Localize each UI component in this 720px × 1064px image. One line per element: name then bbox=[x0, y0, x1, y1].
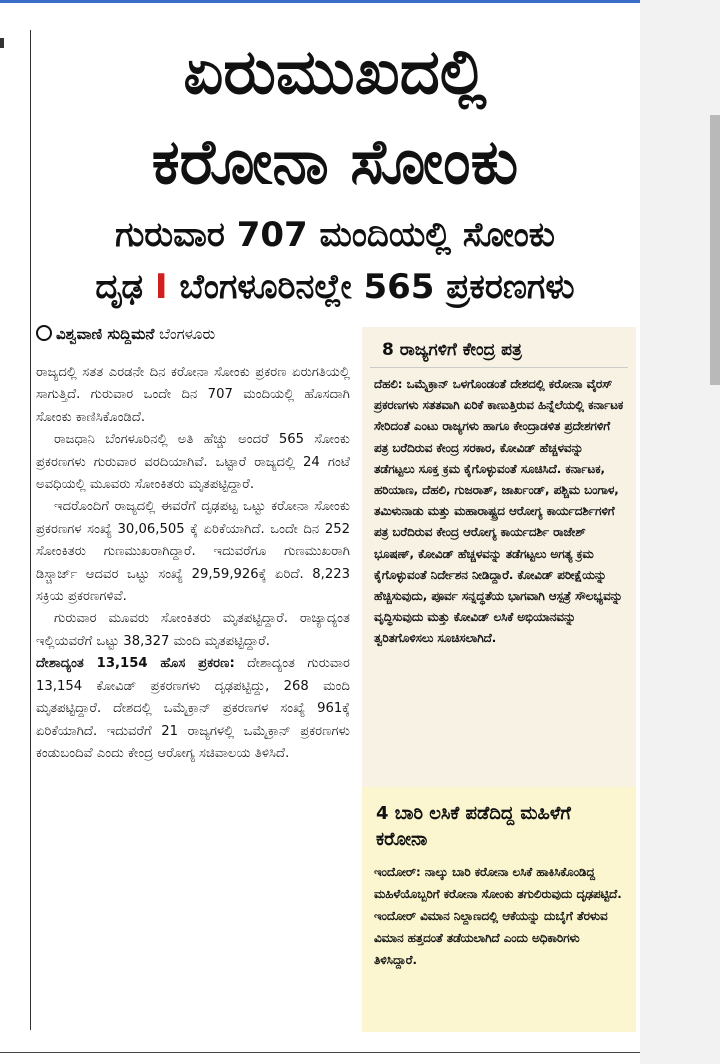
sidebar-box-vaccine-woman bbox=[362, 787, 636, 1032]
box-body: ದೆಹಲಿ: ಒಮೈಕ್ರಾನ್ ಒಳಗೊಂಡಂತೆ ದೇಶದಲ್ಲಿ ಕರೋನಾ ವೈರಸ್ ಪ್ರಕರಣಗಳು ಸತತವಾಗಿ ಏರಿಕೆ ಕಾಣುತ್ತಿರುವ ಹಿನ್ನೆಲೆಯಲ್ಲಿ ಕರ್ನಾಟಕ ಸೇರಿದಂತೆ ಎಂಟು ರಾಜ್ಯಗಳು ಹಾಗೂ ಕೇಂದ್ರಾಡಳಿತ ಪ್ರದೇಶಗಳಿಗೆ ಪತ್ರ ಬರೆದಿರುವ ಕೇಂದ್ರ ಸರಕಾರ, ಕೋವಿಡ್ ಹೆಚ್ಚಳವನ್ನು ತಡೆಗಟ್ಟಲು ಸೂಕ್ತ ಕ್ರಮ ಕೈಗೊಳ್ಳುವಂತೆ ಸೂಚಿಸಿದೆ. ಕರ್ನಾಟಕ, ಹರಿಯಾಣ, ದೆಹಲಿ, ಗುಜರಾತ್, ಜಾರ್ಖಂಡ್, ಪಶ್ಚಿಮ ಬಂಗಾಳ, ತಮಿಳುನಾಡು ಮತ್ತು ಮಹಾರಾಷ್ಟ್ರದ ಆರೋಗ್ಯ ಕಾರ್ಯದರ್ಶಿಗಳಿಗೆ ಪತ್ರ ಬರೆದಿರುವ ಕೇಂದ್ರ ಆರೋಗ್ಯ ಕಾರ್ಯದರ್ಶಿ ರಾಜೇಶ್ ಭೂಷಣ್, ಕೋವಿಡ್ ಹೆಚ್ಚಳವನ್ನು ತಡೆಗಟ್ಟಲು ಅಗತ್ಯ ಕ್ರಮ ಕೈಗೊಳ್ಳುವಂತೆ ನಿರ್ದೇಶನ ನೀಡಿದ್ದಾರೆ. ಕೋವಿಡ್ ಪರೀಕ್ಷೆಯನ್ನು ಹೆಚ್ಚಿಸುವುದು, ಪೂರ್ವ ಸನ್ನದ್ಧತೆಯ ಭಾಗವಾಗಿ ಆಸ್ಪತ್ರೆ ಸೌಲಭ್ಯವನ್ನು ವೃದ್ಧಿಸುವುದು ಮತ್ತು ಕೋವಿಡ್ ಲಸಿಕೆ ಅಭಿಯಾನವನ್ನು ತ್ವರಿತಗೊಳಿಸಲು ಸೂಚಿಸಲಾಗಿದೆ. bbox=[374, 377, 624, 646]
sidebar-box-central-letter bbox=[362, 327, 636, 787]
left-edge-mark bbox=[0, 38, 4, 48]
byline bbox=[36, 322, 215, 346]
article-paragraph-5 bbox=[36, 653, 350, 765]
subheadline-line-1: ಗುರುವಾರ 707 ಮಂದಿಯಲ್ಲಿ ಸೋಂಕು bbox=[115, 215, 555, 255]
byline-place: ಬೆಂಗಳೂರು bbox=[159, 325, 216, 343]
headline-line-1: ಏರುಮುಖದಲ್ಲಿ bbox=[183, 35, 487, 108]
subheadline-part-b: ಬೆಂಗಳೂರಿನಲ್ಲೇ 565 ಪ್ರಕರಣಗಳು bbox=[179, 267, 575, 307]
page-edge-margin bbox=[640, 0, 720, 1064]
box-body: ಇಂದೋರ್: ನಾಲ್ಕು ಬಾರಿ ಕರೋನಾ ಲಸಿಕೆ ಹಾಕಿಸಿಕೊಂಡಿದ್ದ ಮಹಿಳೆಯೊಬ್ಬರಿಗೆ ಕರೋನಾ ಸೋಂಕು ತಗುಲಿರುವುದು ದೃಢಪಟ್ಟಿದೆ. ಇಂದೋರ್ ವಿಮಾನ ನಿಲ್ದಾಣದಲ್ಲಿ ಆಕೆಯನ್ನು ದುಬೈಗೆ ತೆರಳುವ ವಿಮಾನ ಹತ್ತದಂತೆ ತಡೆಯಲಾಗಿದೆ ಎಂದು ಅಧಿಕಾರಿಗಳು ತಿಳಿಸಿದ್ದಾರೆ. bbox=[374, 865, 622, 967]
article-body bbox=[36, 362, 350, 1042]
article-paragraph-1: ರಾಜ್ಯದಲ್ಲಿ ಸತತ ಎರಡನೇ ದಿನ ಕರೋನಾ ಸೋಂಕು ಪ್ರಕರಣ ಏರುಗತಿಯಲ್ಲಿ ಸಾಗುತ್ತಿದೆ. ಗುರುವಾರ ಒಂದೇ ದಿನ 707 ಮಂದಿಯಲ್ಲಿ ಹೊಸದಾಗಿ ಸೋಂಕು ಕಾಣಿಸಿಕೊಂಡಿದೆ. bbox=[36, 365, 350, 425]
article-subhead: ದೇಶಾದ್ಯಂತ 13,154 ಹೊಸ ಪ್ರಕರಣ: bbox=[36, 656, 235, 672]
byline-brand: ವಿಶ್ವವಾಣಿ ಸುದ್ದಿಮನೆ bbox=[56, 325, 155, 343]
bottom-rule bbox=[0, 1052, 640, 1053]
subheadline-line-2 bbox=[32, 262, 638, 312]
subheadline-part-a: ದೃಢ bbox=[95, 267, 143, 307]
wifi-signal-icon bbox=[36, 325, 52, 341]
column-rule bbox=[30, 30, 31, 1030]
article-paragraph-3: ಇದರೊಂದಿಗೆ ರಾಜ್ಯದಲ್ಲಿ ಈವರೆಗೆ ದೃಢಪಟ್ಟ ಒಟ್ಟು ಕರೋನಾ ಸೋಂಕು ಪ್ರಕರಣಗಳ ಸಂಖ್ಯೆ 30,06,505 ಕ್ಕೆ ಏರಿಕೆಯಾಗಿದೆ. ಒಂದೇ ದಿನ 252 ಸೋಂಕಿತರು ಗುಣಮುಖರಾಗಿದ್ದಾರೆ. ಇದುವರೆಗೂ ಗುಣಮುಖರಾಗಿ ಡಿಸ್ಚಾರ್ಜ್ ಆದವರ ಒಟ್ಟು ಸಂಖ್ಯೆ 29,59,926ಕ್ಕೆ ಏರಿದೆ. 8,223 ಸಕ್ರಿಯ ಪ್ರಕರಣಗಳಿವೆ. bbox=[36, 499, 350, 605]
article-paragraph-4: ಗುರುವಾರ ಮೂವರು ಸೋಂಕಿತರು ಮೃತಪಟ್ಟಿದ್ದಾರೆ. ರಾಜ್ಯಾದ್ಯಂತ ಇಲ್ಲಿಯವರೆಗೆ ಒಟ್ಟು 38,327 ಮಂದಿ ಮೃತಪಟ್ಟಿದ್ದಾರೆ. bbox=[36, 611, 350, 649]
subheadline-separator: I bbox=[154, 267, 168, 307]
article-paragraph-2: ರಾಜಧಾನಿ ಬೆಂಗಳೂರಿನಲ್ಲಿ ಅತಿ ಹೆಚ್ಚು ಅಂದರೆ 565 ಸೋಂಕು ಪ್ರಕರಣಗಳು ಗುರುವಾರ ವರದಿಯಾಗಿವೆ. ಒಟ್ಟಾರೆ ರಾಜ್ಯದಲ್ಲಿ 24 ಗಂಟೆ ಅವಧಿಯಲ್ಲಿ ಮೂವರು ಸೋಂಕಿತರು ಮೃತಪಟ್ಟಿದ್ದಾರೆ. bbox=[36, 432, 350, 493]
top-color-strip bbox=[0, 0, 640, 3]
headline-line-2: ಕರೋನಾ ಸೋಂಕು bbox=[151, 125, 519, 198]
edge-scroll-bar bbox=[710, 115, 720, 385]
box-title: 8 ರಾಜ್ಯಗಳಿಗೆ ಕೇಂದ್ರ ಪತ್ರ bbox=[370, 327, 628, 368]
article-paragraph-5-text: ದೇಶಾದ್ಯಂತ ಗುರುವಾರ 13,154 ಕೋವಿಡ್ ಪ್ರಕರಣಗಳು ದೃಢಪಟ್ಟಿದ್ದು, 268 ಮಂದಿ ಮೃತಪಟ್ಟಿದ್ದಾರೆ. ದೇಶದಲ್ಲಿ ಒಮೈಕ್ರಾನ್ ಪ್ರಕರಣಗಳ ಸಂಖ್ಯೆ 961ಕ್ಕೆ ಏರಿಕೆಯಾಗಿದೆ. ಇದುವರೆಗೆ 21 ರಾಜ್ಯಗಳಲ್ಲಿ ಒಮೈಕ್ರಾನ್ ಪ್ರಕರಣಗಳು ಕಂಡುಬಂದಿವೆ ಎಂದು ಕೇಂದ್ರ ಆರೋಗ್ಯ ಸಚಿವಾಲಯ ತಿಳಿಸಿದೆ. bbox=[36, 656, 350, 761]
box-title: 4 ಬಾರಿ ಲಸಿಕೆ ಪಡೆದಿದ್ದ ಮಹಿಳೆಗೆ ಕರೋನಾ bbox=[376, 803, 571, 850]
